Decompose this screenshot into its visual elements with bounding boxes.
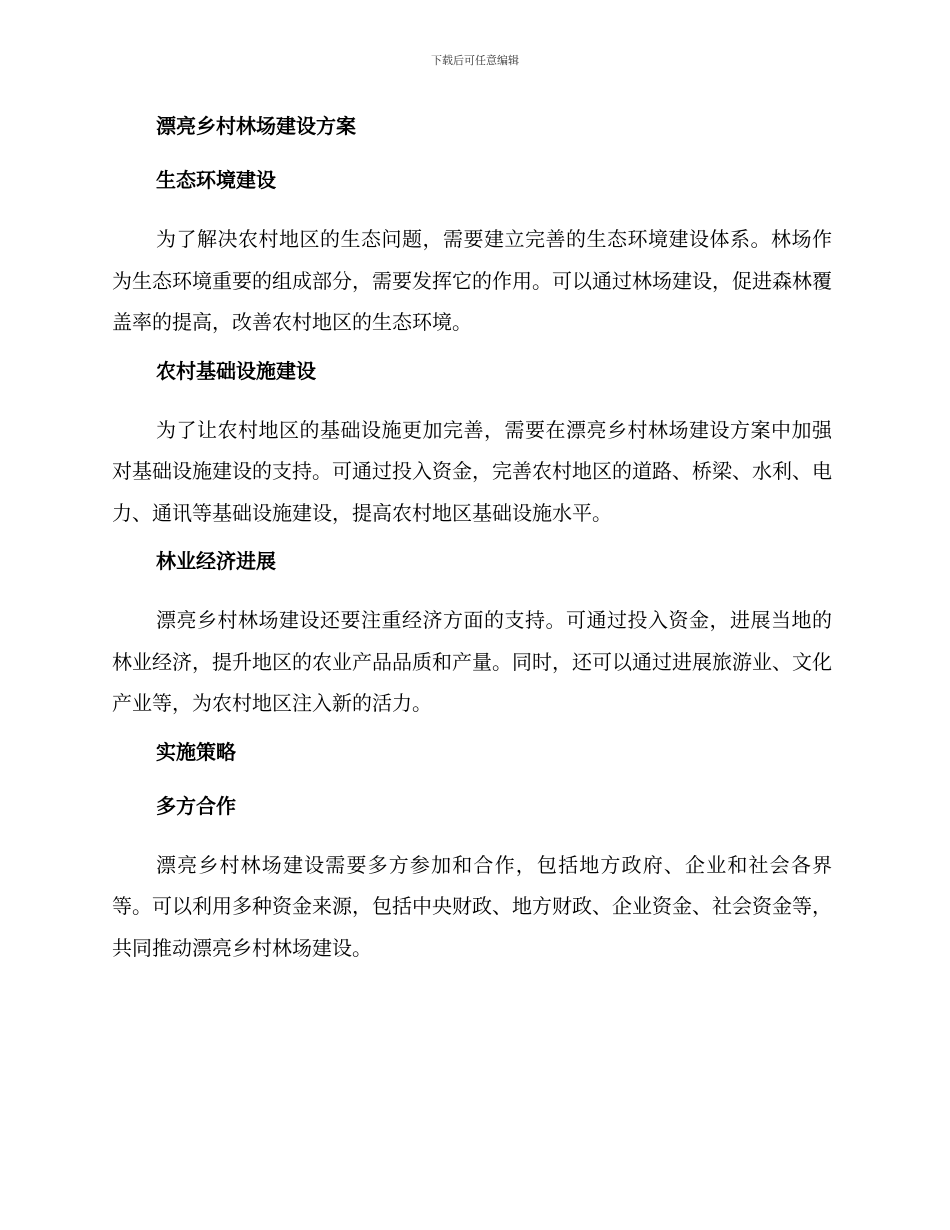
paragraph-cooperation: 漂亮乡村林场建设需要多方参加和合作，包括地方政府、企业和社会各界等。可以利用多种资金来源，包括中央财政、地方财政、企业资金、社会资金等，共同推动漂亮乡村林场建设。	[112, 852, 832, 960]
page-header-note: 下载后可任意编辑	[431, 54, 519, 67]
section-heading-forestry-economy: 林业经济进展	[156, 549, 276, 573]
paragraph-ecology: 为了解决农村地区的生态问题，需要建立完善的生态环境建设体系。林场作为生态环境重要的组成部分，需要发挥它的作用。可以通过林场建设，促进森林覆盖率的提高，改善农村地区的生态环境。	[112, 227, 832, 334]
paragraph-forestry-economy: 漂亮乡村林场建设还要注重经济方面的支持。可通过投入资金，进展当地的林业经济，提升地区的农业产品品质和产量。同时，还可以通过进展旅游业、文化产业等，为农村地区注入新的活力。	[112, 608, 832, 715]
paragraph-infrastructure: 为了让农村地区的基础设施更加完善，需要在漂亮乡村林场建设方案中加强对基础设施建设的支持。可通过投入资金，完善农村地区的道路、桥梁、水利、电力、通讯等基础设施建设，提高农村地区基础设施水平。	[112, 417, 832, 525]
section-heading-cooperation: 多方合作	[156, 793, 236, 818]
section-heading-strategy: 实施策略	[156, 739, 236, 764]
section-heading-infrastructure: 农村基础设施建设	[156, 358, 316, 383]
document-title: 漂亮乡村林场建设方案	[156, 114, 356, 138]
section-heading-ecology: 生态环境建设	[156, 168, 276, 192]
document-body	[112, 111, 832, 981]
